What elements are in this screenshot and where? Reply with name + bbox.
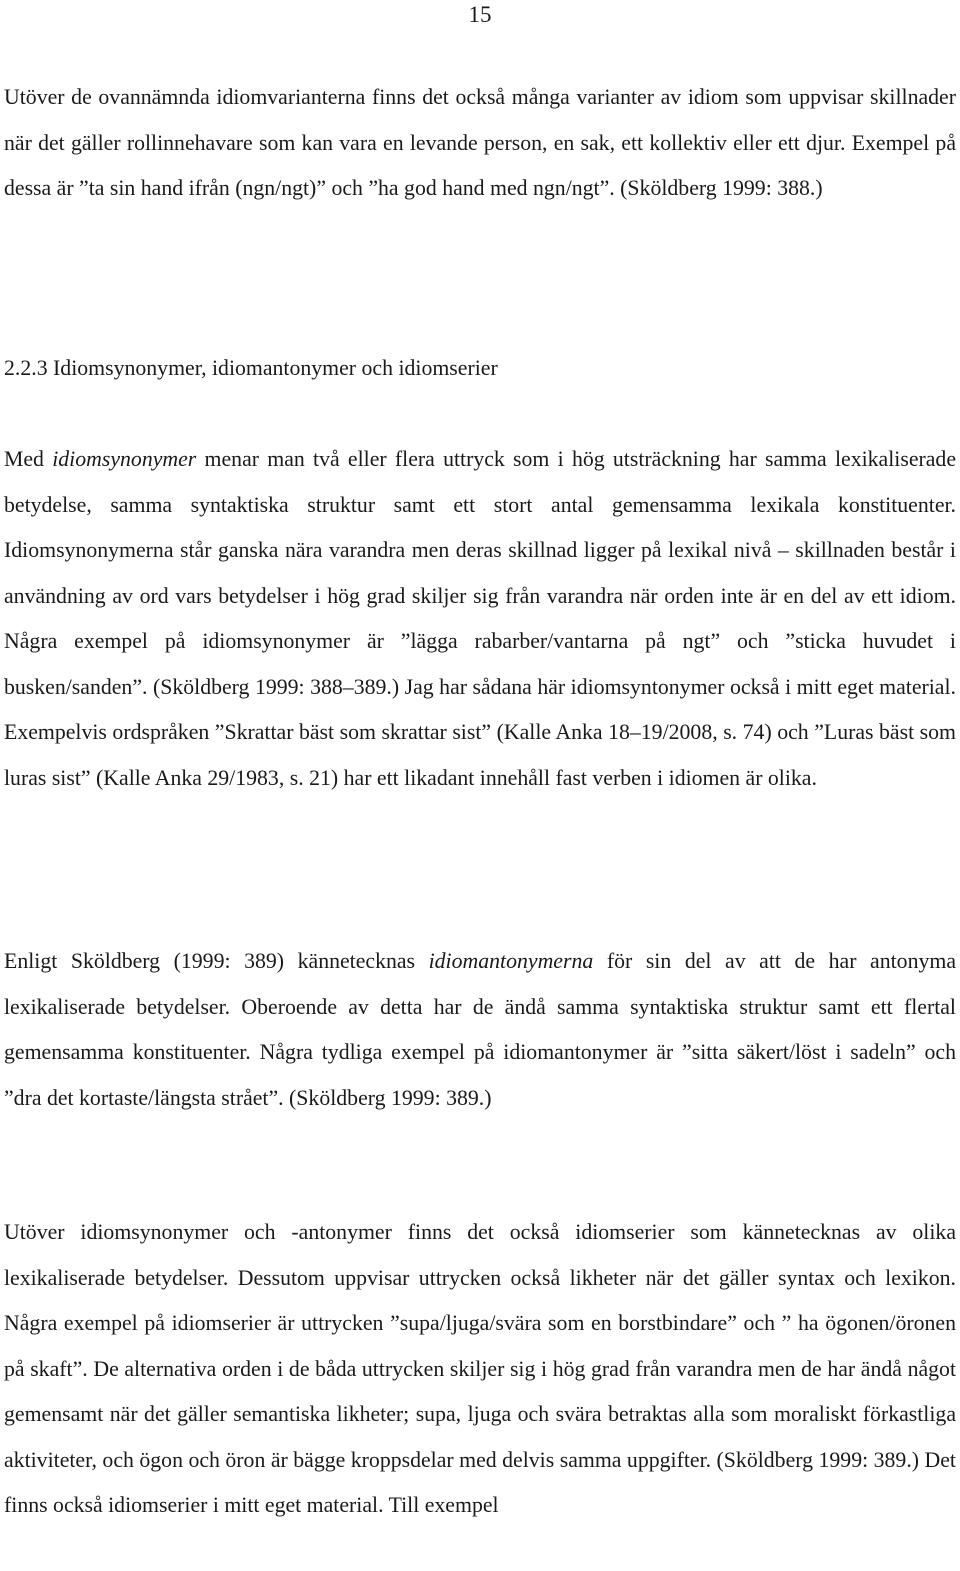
paragraph-idiomantonymer — [4, 939, 956, 1121]
italic-term: idiomsynonymer — [52, 447, 197, 471]
paragraph-body-text: menar man två eller flera uttryck som i hög utsträckning har samma lexikaliserade betydelse, samma syntaktiska struktur samt ett stort antal gemensamma lexikala konstituenter. Idiomsynonymerna står ganska nära varandra men deras skillnad ligger på lexikal nivå – skillnaden består i användning av ord vars betydelser i hög grad skiljer sig från varandra när orden inte är en del av ett idiom. Några exempel på idiomsynonymer är ”lägga rabarber/vantarna på ngt” och ”sticka huvudet i busken/sanden”. (Sköldberg 1999: 388–389.) Jag har sådana här idiomsyntonymer också i mitt eget material. Exempelvis ordspråken ”Skrattar bäst som skrattar sist” (Kalle Anka 18–19/2008, s. 74) och ”Luras bäst som luras sist” (Kalle Anka 29/1983, s. 21) har ett likadant innehåll fast verben i idiomen är olika. — [4, 447, 957, 790]
paragraph-lead-text: Med — [4, 447, 53, 471]
italic-term: idiomantonymerna — [428, 949, 594, 973]
paragraph-idiom-variants: Utöver de ovannämnda idiomvarianterna finns det också många varianter av idiom som uppvisar skillnader när det gäller rollinnehavare som kan vara en levande person, en sak, ett kollektiv eller ett djur. Exempel på dessa är ”ta sin hand ifrån (ngn/ngt)” och ”ha god hand med ngn/ngt”. (Sköldberg 1999: 388.) — [4, 85, 956, 200]
paragraph-body-text: för sin del av att de har antonyma lexikaliserade betydelser. Oberoende av detta har de ändå samma syntaktiska struktur samt ett flertal gemensamma konstituenter. Några tydliga exempel på idiomantonymer är ”sitta säkert/löst i sadeln” och ”dra det kortaste/längsta strået”. (Sköldberg 1999: 389.) — [4, 949, 956, 1110]
section-heading: 2.2.3 Idiomsynonymer, idiomantonymer och idiomserier — [4, 356, 498, 380]
page-number: 15 — [468, 2, 492, 27]
paragraph-lead-text: Enligt Sköldberg (1999: 389) kännetecknas — [4, 949, 429, 973]
paragraph-idiomserier: Utöver idiomsynonymer och -antonymer finns det också idiomserier som kännetecknas av olika lexikaliserade betydelser. Dessutom uppvisar uttrycken också likheter när det gäller syntax och lexikon. Några exempel på idiomserier är uttrycken ”supa/ljuga/svära som en borstbindare” och ” ha ögonen/öronen på skaft”. De alternativa orden i de båda uttrycken skiljer sig i hög grad från varandra men de har ändå något gemensamt när det gäller semantiska likheter; supa, ljuga och svära betraktas alla som moraliskt förkastliga aktiviteter, och ögon och öron är bägge kroppsdelar med delvis samma uppgifter. (Sköldberg 1999: 389.) Det finns också idiomserier i mitt eget material. Till exempel — [4, 1220, 956, 1517]
paragraph-idiomsynonymer — [4, 437, 956, 801]
